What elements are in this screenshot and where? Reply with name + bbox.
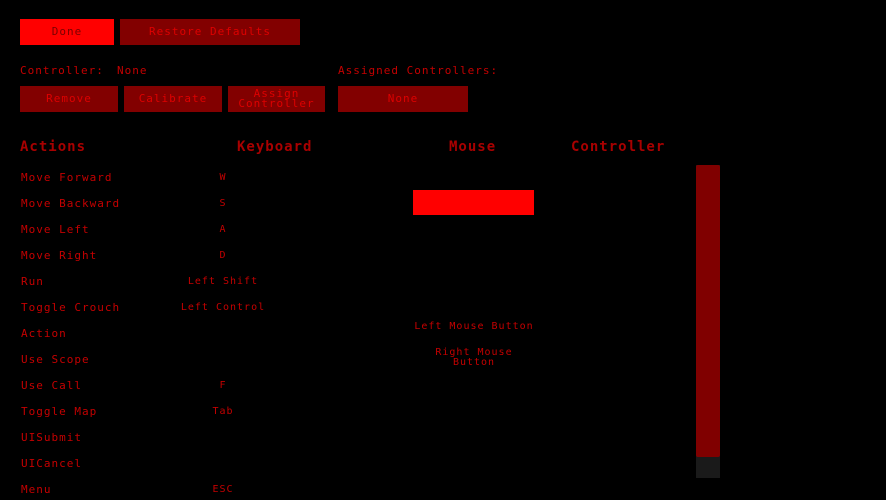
action-label: Action bbox=[21, 327, 67, 340]
action-label: Run bbox=[21, 275, 44, 288]
controller-header: Controller bbox=[571, 139, 666, 155]
action-label: Use Scope bbox=[21, 353, 90, 366]
keyboard-binding[interactable]: Left Shift bbox=[187, 276, 259, 287]
keyboard-binding[interactable]: D bbox=[219, 250, 227, 261]
action-label: Move Left bbox=[21, 223, 90, 236]
assigned-controller-none-button[interactable]: None bbox=[338, 86, 468, 112]
action-label: Menu bbox=[21, 483, 52, 496]
scrollbar-thumb[interactable] bbox=[696, 165, 720, 457]
actions-header: Actions bbox=[20, 139, 87, 155]
keyboard-binding[interactable]: F bbox=[219, 380, 227, 391]
action-label: Move Backward bbox=[21, 197, 121, 210]
calibrate-button[interactable]: Calibrate bbox=[124, 86, 222, 112]
restore-defaults-button[interactable]: Restore Defaults bbox=[120, 19, 300, 45]
controller-value: None bbox=[117, 64, 148, 77]
action-label: Move Right bbox=[21, 249, 98, 262]
assign-controller-button[interactable]: Assign Controller bbox=[228, 86, 325, 112]
action-label: UISubmit bbox=[21, 431, 82, 444]
keyboard-binding[interactable]: W bbox=[219, 172, 227, 183]
assigned-controllers-label: Assigned Controllers: bbox=[338, 64, 499, 77]
action-label: Use Call bbox=[21, 379, 82, 392]
mouse-binding-slot-selected[interactable] bbox=[413, 190, 534, 215]
done-button[interactable]: Done bbox=[20, 19, 114, 45]
mouse-header: Mouse bbox=[449, 139, 497, 155]
keyboard-binding[interactable]: Tab bbox=[212, 406, 234, 417]
keyboard-binding[interactable]: A bbox=[219, 224, 227, 235]
keyboard-binding[interactable]: Left Control bbox=[180, 302, 266, 313]
action-label: Toggle Map bbox=[21, 405, 98, 418]
action-label: Toggle Crouch bbox=[21, 301, 121, 314]
keyboard-binding[interactable]: S bbox=[219, 198, 227, 209]
keyboard-binding[interactable]: ESC bbox=[212, 484, 234, 495]
action-label: UICancel bbox=[21, 457, 82, 470]
action-label: Move Forward bbox=[21, 171, 113, 184]
controller-label: Controller: bbox=[20, 64, 104, 77]
remove-button[interactable]: Remove bbox=[20, 86, 118, 112]
mouse-binding[interactable]: Left Mouse Button bbox=[414, 321, 534, 332]
mouse-binding[interactable]: Right Mouse Button bbox=[435, 347, 513, 368]
keyboard-header: Keyboard bbox=[237, 139, 313, 155]
